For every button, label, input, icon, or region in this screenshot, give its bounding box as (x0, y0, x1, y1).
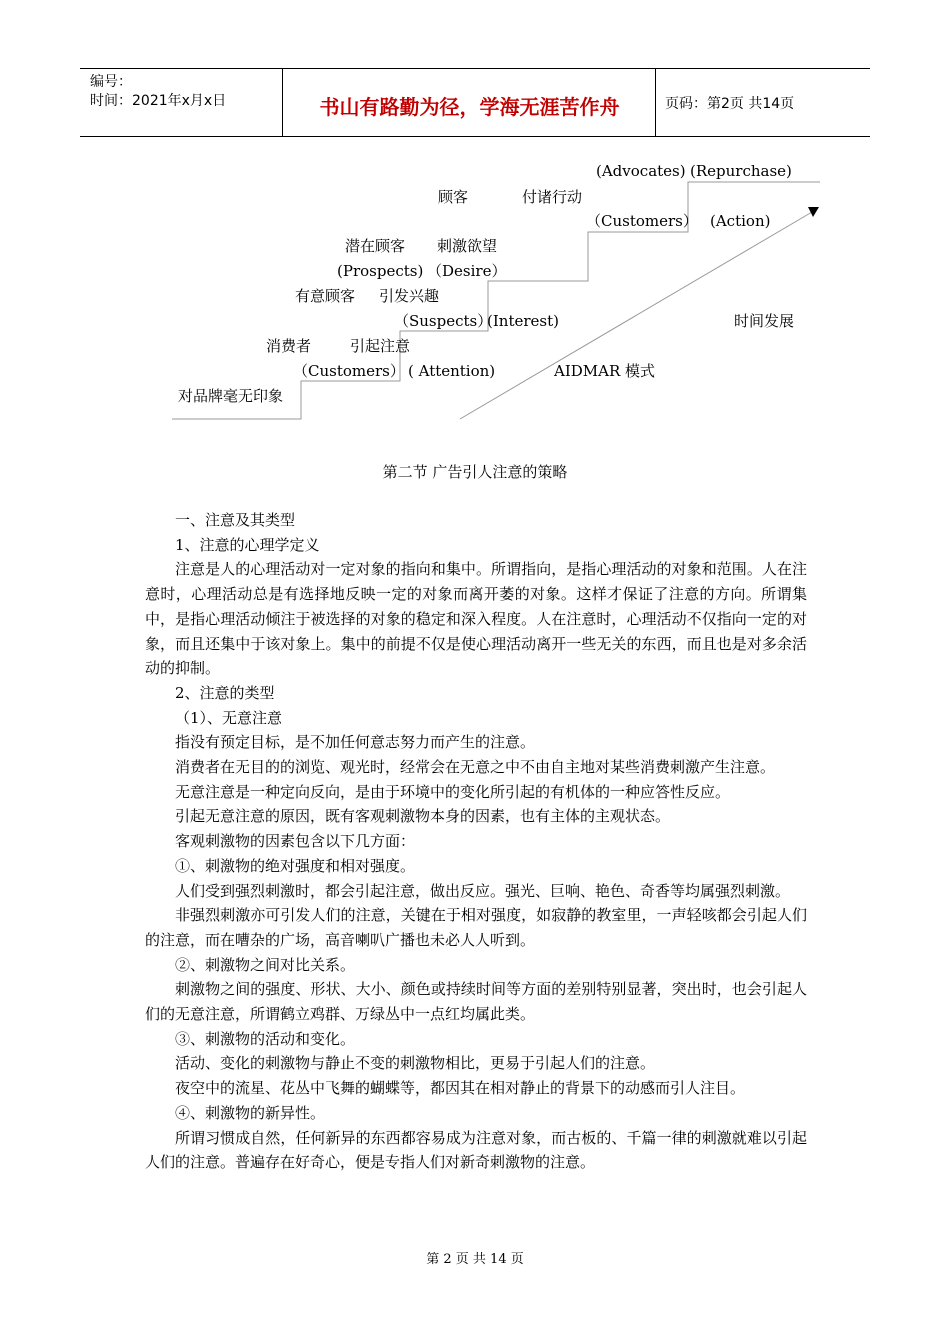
label-repurchase: (Repurchase) (690, 162, 792, 180)
paragraph: 夜空中的流星、花丛中飞舞的蝴蝶等，都因其在相对静止的背景下的动感而引人注目。 (175, 1079, 746, 1098)
label-consumer: 消费者 (266, 337, 312, 355)
label-take-action: 付诸行动 (522, 188, 583, 206)
paragraph: 非强烈刺激亦可引发人们的注意，关键在于相对强度，如寂静的教室里，一声轻咳都会引起人们的注意，而在嘈杂的广场，高音喇叭广播也未必人人听到。 (145, 906, 807, 949)
list-item: ①、刺激物的绝对强度和相对强度。 (175, 856, 416, 875)
label-no-brand-impression: 对品牌毫无印象 (178, 387, 284, 405)
list-item: ③、刺激物的活动和变化。 (175, 1029, 356, 1048)
label-customer: 顾客 (438, 188, 469, 206)
paragraph: 刺激物之间的强度、形状、大小、颜色或持续时间等方面的差别特别显著，突出时，也会引起人们的无意注意，所谓鹤立鸡群、万绿丛中一点红均属此类。 (145, 980, 807, 1024)
paragraph: 所谓习惯成自然，任何新异的东西都容易成为注意对象，而古板的、千篇一律的刺激就难以引起人们的注意。普遍存在好奇心，便是专指人们对新奇刺激物的注意。 (145, 1128, 807, 1172)
paragraph: 客观刺激物的因素包含以下几方面： (175, 832, 416, 851)
time-arrow-head (808, 207, 819, 217)
heading-attention-types: 一、注意及其类型 (175, 511, 296, 529)
label-attention: ( Attention) (408, 362, 496, 380)
page-footer: 第 2 页 共 14 页 (426, 1252, 524, 1267)
paragraph: 注意是人的心理活动对一定对象的指向和集中。所谓指向，是指心理活动的对象和范围。人在注意时，心理活动总是有选择地反映一定的对象而离开萎的对象。这样才保证了注意的方向。所谓集中，是指心理活动倾注于被选择的对象的稳定和深入程度。人在注意时，心理活动不仅指向一定的对象，而且还集中于该对象上。集中的前提不仅是使心理活动离开一些无关的东西，而且也是对多余活动的抑制。 (145, 560, 807, 678)
paragraph: 无意注意是一种定向反向，是由于环境中的变化所引起的有机体的一种应答性反应。 (175, 782, 731, 801)
label-customers-en-2: （Customers） (293, 362, 405, 380)
label-interest: (Interest) (487, 312, 559, 330)
header-motto: 书山有路勤为径，学海无涯苦作舟 (319, 95, 620, 119)
paragraph: 人们受到强烈刺激时，都会引起注意，做出反应。强光、巨响、艳色、奇香等均属强烈刺激。 (175, 881, 791, 900)
aidmar-diagram (0, 0, 950, 440)
body-text (145, 508, 807, 1175)
label-desire: （Desire） (427, 262, 507, 280)
label-suspects: （Suspects） (394, 312, 493, 330)
paragraph: 消费者在无目的的浏览、观光时，经常会在无意之中不由自主地对某些消费刺激产生注意。 (175, 758, 776, 777)
label-stimulate-desire: 刺激欲望 (437, 237, 498, 255)
header-page-info: 页码：第2页 共14页 (665, 96, 795, 112)
subheading-types: 2、注意的类型 (175, 683, 275, 702)
paragraph: 指没有预定目标，是不加任何意志努力而产生的注意。 (175, 733, 536, 752)
label-interested-customer: 有意顾客 (295, 287, 356, 305)
label-aidmar-model: AIDMAR 模式 (554, 362, 656, 380)
paragraph: 活动、变化的刺激物与静止不变的刺激物相比，更易于引起人们的注意。 (175, 1054, 656, 1073)
label-advocates: (Advocates) (596, 162, 686, 180)
paragraph: 引起无意注意的原因，既有客观刺激物本身的因素，也有主体的主观状态。 (175, 807, 671, 826)
list-item: ②、刺激物之间对比关系。 (175, 955, 356, 974)
label-time-development: 时间发展 (734, 312, 795, 330)
number-label: 编号： (90, 74, 132, 90)
label-action: (Action) (710, 212, 771, 230)
list-item: ④、刺激物的新异性。 (175, 1103, 326, 1122)
subheading-involuntary: （1）、无意注意 (175, 708, 283, 727)
section-title: 第二节 广告引人注意的策略 (382, 463, 568, 481)
label-attract-attention: 引起注意 (350, 337, 411, 355)
subheading-definition: 1、注意的心理学定义 (175, 535, 320, 554)
label-prospect-cn: 潜在顾客 (345, 237, 406, 255)
label-prospects: (Prospects) (337, 262, 424, 280)
label-customers-en: （Customers） (586, 212, 698, 230)
time-label: 时间：2021年x月x日 (90, 93, 227, 109)
label-arouse-interest: 引发兴趣 (379, 287, 440, 305)
